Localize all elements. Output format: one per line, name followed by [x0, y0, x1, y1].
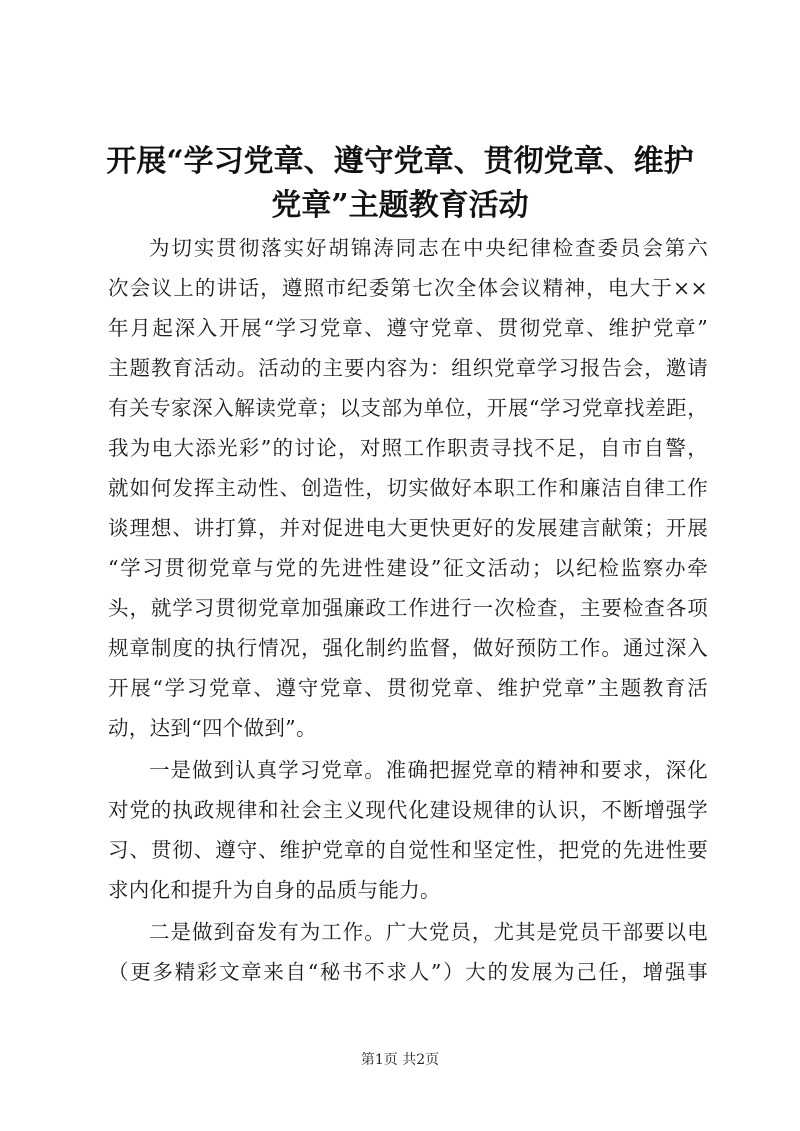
paragraph-line: 谈理想、讲打算，并对促进电大更快更好的发展建言献策；开展	[108, 516, 708, 540]
paragraph-line: 求内化和提升为自身的品质与能力。	[108, 878, 441, 902]
paragraph-line: 为切实贯彻落实好胡锦涛同志在中央纪律检查委员会第六	[149, 236, 708, 260]
title-line: 开展“学习党章、遵守党章、贯彻党章、维护	[106, 144, 694, 179]
paragraph-line: 次会议上的讲话，遵照市纪委第七次全体会议精神，电大于××	[108, 276, 708, 300]
paragraph-line: 规章制度的执行情况，强化制约监督，做好预防工作。通过深入	[108, 636, 708, 660]
page-footer: 第1页 共2页	[360, 1052, 440, 1068]
paragraph-line: 年月起深入开展“学习党章、遵守党章、贯彻党章、维护党章”	[108, 316, 708, 340]
paragraph	[108, 228, 708, 748]
paragraph-line: 就如何发挥主动性、创造性，切实做好本职工作和廉洁自律工作	[108, 476, 708, 500]
paragraph	[108, 750, 708, 910]
paragraph-line: 一是做到认真学习党章。准确把握党章的精神和要求，深化	[149, 758, 708, 782]
paragraph-line: 我为电大添光彩”的讨论，对照工作职责寻找不足，自市自警，	[108, 436, 708, 460]
paragraph-line: 有关专家深入解读党章；以支部为单位，开展“学习党章找差距，	[108, 396, 708, 420]
paragraph-line: （更多精彩文章来自“秘书不求人”）大的发展为己任，增强事	[108, 960, 708, 984]
title-line: 党章”主题教育活动	[271, 188, 529, 223]
paragraph-line: 二是做到奋发有为工作。广大党员，尤其是党员干部要以电	[149, 920, 708, 944]
document-title	[100, 140, 700, 228]
paragraph	[108, 912, 708, 992]
paragraph-line: 主题教育活动。活动的主要内容为：组织党章学习报告会，邀请	[108, 356, 708, 380]
paragraph-line: 对党的执政规律和社会主义现代化建设规律的认识，不断增强学	[108, 798, 708, 822]
paragraph-line: 开展“学习党章、遵守党章、贯彻党章、维护党章”主题教育活	[108, 676, 708, 700]
paragraph-line: 习、贯彻、遵守、维护党章的自觉性和坚定性，把党的先进性要	[108, 838, 708, 862]
paragraph-line: 动，达到“四个做到”。	[108, 716, 317, 740]
paragraph-line: 头，就学习贯彻党章加强廉政工作进行一次检查，主要检查各项	[108, 596, 708, 620]
paragraph-line: “学习贯彻党章与党的先进性建设”征文活动；以纪检监察办牵	[108, 556, 708, 580]
document-body	[108, 228, 708, 992]
